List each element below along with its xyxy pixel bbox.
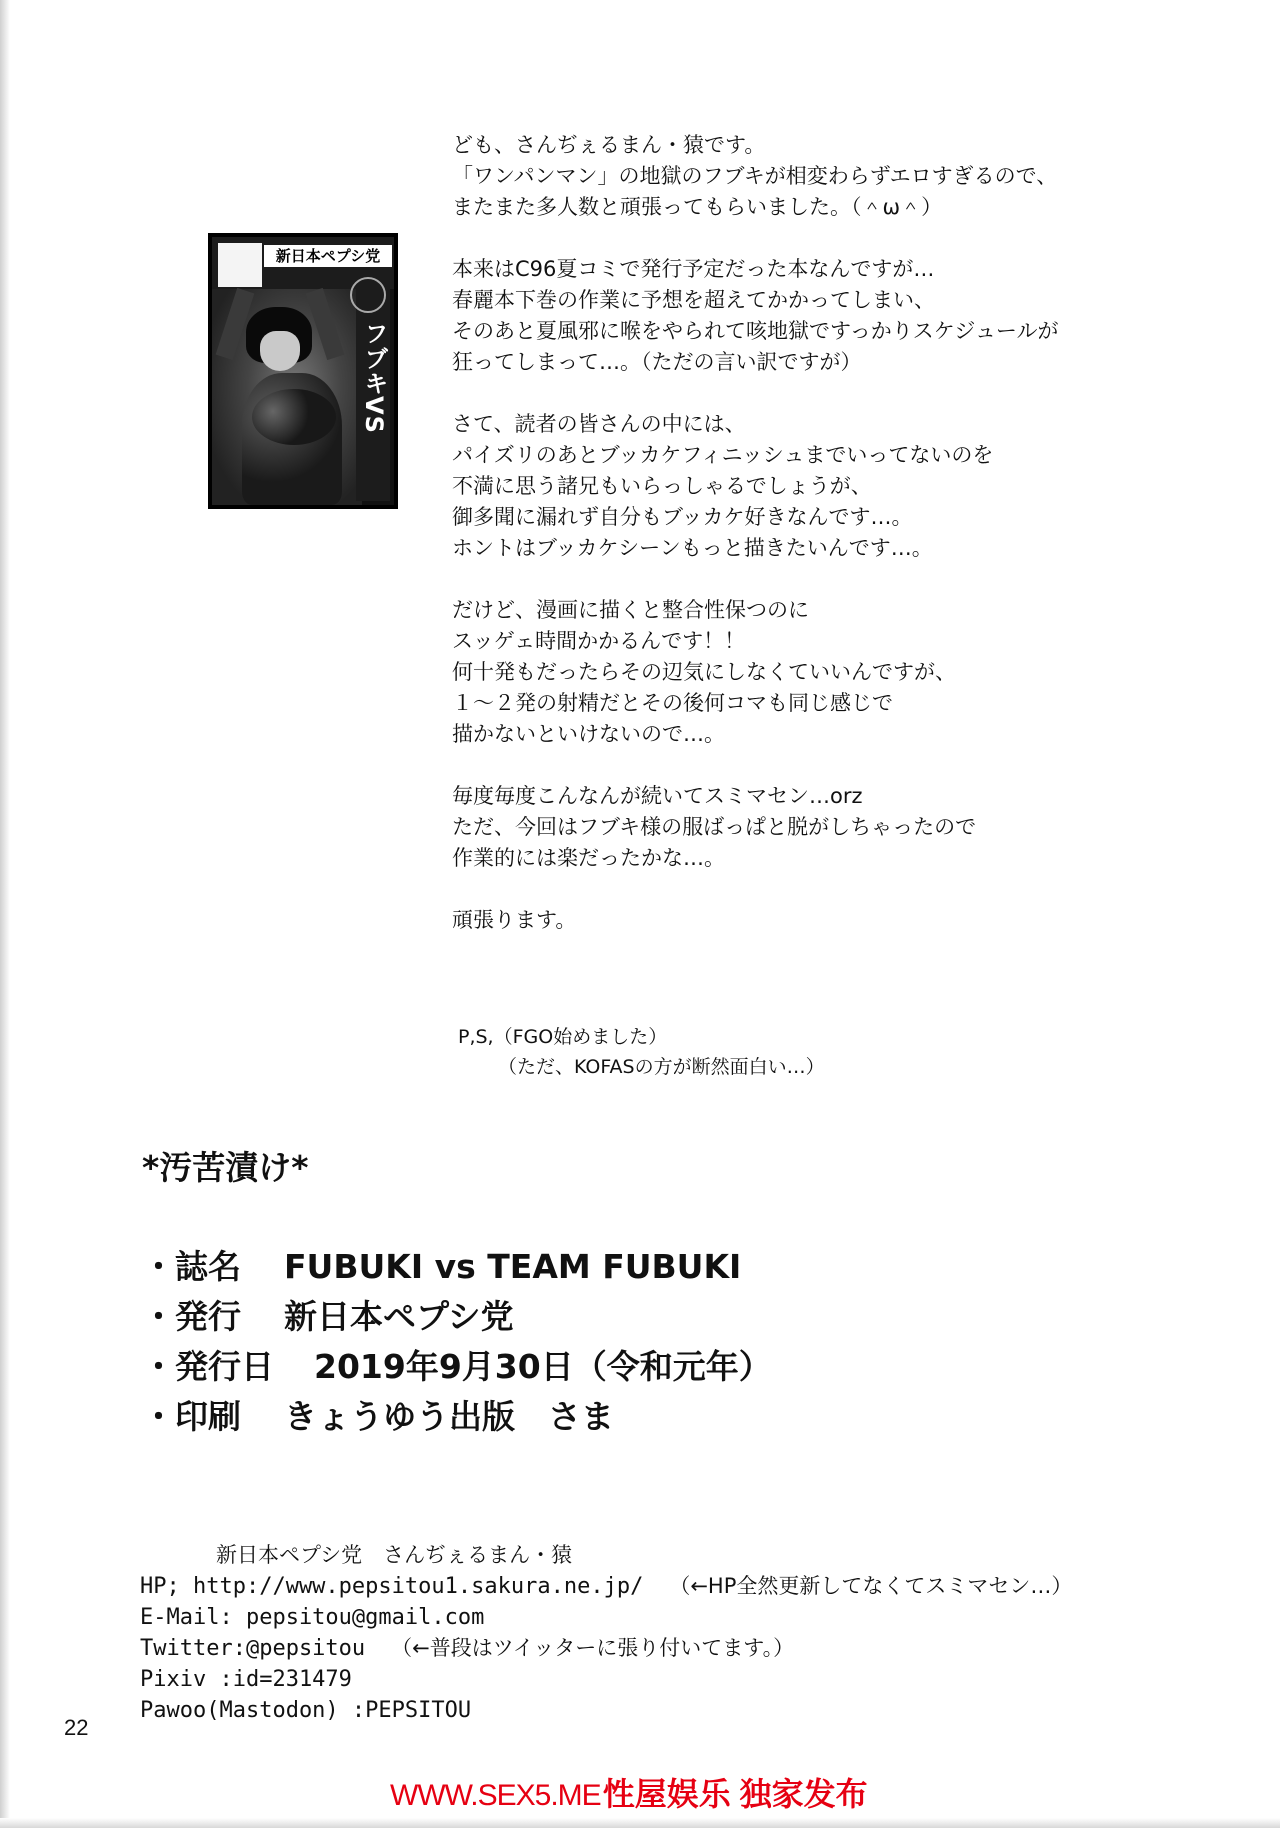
page-edge-shadow (0, 0, 10, 1828)
homepage-note: （←HP全然更新してなくてスミマセン…） (669, 1574, 1073, 1598)
colophon-row-printer (142, 1392, 772, 1442)
cover-figure-face (260, 331, 300, 371)
afterword-paragraph (452, 595, 1212, 750)
postscript-line: P,S,（FGO始めました） (458, 1026, 668, 1048)
page-bottom-shadow (0, 1818, 1280, 1828)
afterword-line: 狂ってしまって…。（ただの言い訳ですが） (452, 350, 862, 374)
email-line[interactable]: E-Mail: pepsitou@gmail.com (140, 1605, 485, 1630)
afterword-line: ただ、今回はフブキ様の服ばっぱと脱がしちゃったので (452, 815, 977, 839)
colophon-row-publisher (142, 1292, 772, 1342)
afterword-line: だけど、漫画に描くと整合性保つのに (452, 598, 809, 622)
pixiv-line: Pixiv :id=231479 (140, 1667, 352, 1692)
afterword-paragraph (452, 254, 1212, 378)
colophon-value: 2019年9月30日（令和元年） (314, 1347, 772, 1386)
colophon-value: 新日本ペプシ党 (284, 1297, 514, 1336)
colophon-value: きょうゆう出版 さま (284, 1397, 614, 1436)
colophon-label: ・発行 (142, 1297, 241, 1336)
colophon-title: *汚苦漬け* (142, 1148, 309, 1187)
afterword-line: 不満に思う諸兄もいらっしゃるでしょうが、 (452, 474, 872, 498)
afterword-paragraph (452, 905, 1212, 936)
colophon-row-title (142, 1242, 772, 1292)
afterword-line: 作業的には楽だったかな…。 (452, 846, 725, 870)
twitter-note: （←普段はツイッターに張り付いてます。） (391, 1636, 795, 1660)
afterword-line: 春麗本下巻の作業に予想を超えてかかってしまい、 (452, 288, 935, 312)
afterword-line: 本来はC96夏コミで発行予定だった本なんですが… (452, 257, 935, 281)
contact-twitter-line (140, 1633, 1072, 1664)
cover-subtitle: フブキVS (360, 320, 388, 434)
afterword-line: １～２発の射精だとその後何コマも同じ感じで (452, 691, 893, 715)
colophon-row-date (142, 1342, 772, 1392)
twitter-handle[interactable]: Twitter:@pepsitou (140, 1636, 366, 1661)
cover-white-box (218, 243, 262, 287)
contact-hp-line (140, 1571, 1072, 1602)
afterword-line: 描かないといけないので…。 (452, 722, 725, 746)
pawoo-line: Pawoo(Mastodon) :PEPSITOU (140, 1698, 472, 1723)
page-number: 22 (64, 1715, 89, 1740)
afterword-line: 「ワンパンマン」の地獄のフブキが相変わらずエロすぎるので、 (452, 164, 1058, 188)
afterword-line: スッゲェ時間かかるんです！！ (452, 629, 746, 653)
postscript (458, 1022, 825, 1082)
contact-header: 新日本ペプシ党 さんぢぇるまん・猿 (216, 1543, 573, 1567)
book-cover-thumbnail (208, 233, 398, 509)
afterword-line: パイズリのあとブッカケフィニッシュまでいってないのを (452, 443, 994, 467)
afterword-line: またまた多人数と頑張ってもらいました。（＾ω＾） (452, 195, 943, 219)
afterword-line: そのあと夏風邪に喉をやられて咳地獄ですっかりスケジュールが (452, 319, 1059, 343)
cover-figure-chest (252, 389, 336, 445)
watermark-site: WWW.SEX5.ME (390, 1779, 601, 1812)
postscript-line: （ただ、KOFASの方が断然面白い…） (498, 1056, 825, 1078)
colophon-list (142, 1242, 772, 1442)
watermark-banner (390, 1770, 868, 1818)
afterword-text (452, 130, 1212, 967)
afterword-line: ホントはブッカケシーンもっと描きたいんです…。 (452, 536, 933, 560)
afterword-line: ども、さんぢぇるまん・猿です。 (452, 133, 766, 157)
afterword-paragraph (452, 781, 1212, 874)
colophon-value: FUBUKI vs TEAM FUBUKI (284, 1247, 742, 1286)
cover-illustration (212, 289, 362, 505)
colophon-label: ・誌名 (142, 1247, 241, 1286)
contact-info (140, 1540, 1072, 1726)
afterword-line: 御多聞に漏れず自分もブッカケ好きなんです…。 (452, 505, 913, 529)
afterword-line: 頑張ります。 (452, 908, 577, 932)
cover-publisher-label: 新日本ペプシ党 (264, 245, 392, 267)
afterword-paragraph (452, 409, 1212, 564)
afterword-line: さて、読者の皆さんの中には、 (452, 412, 746, 436)
colophon-label: ・印刷 (142, 1397, 241, 1436)
afterword-line: 毎度毎度こんなんが続いてスミマセン…orz (452, 784, 863, 808)
afterword-line: 何十発もだったらその辺気にしなくていいんですが、 (452, 660, 956, 684)
afterword-paragraph (452, 130, 1212, 223)
colophon-label: ・発行日 (142, 1347, 274, 1386)
watermark-slogan: 性屋娱乐 独家发布 (602, 1776, 868, 1812)
homepage-link[interactable]: HP; http://www.pepsitou1.sakura.ne.jp/ (140, 1574, 644, 1599)
